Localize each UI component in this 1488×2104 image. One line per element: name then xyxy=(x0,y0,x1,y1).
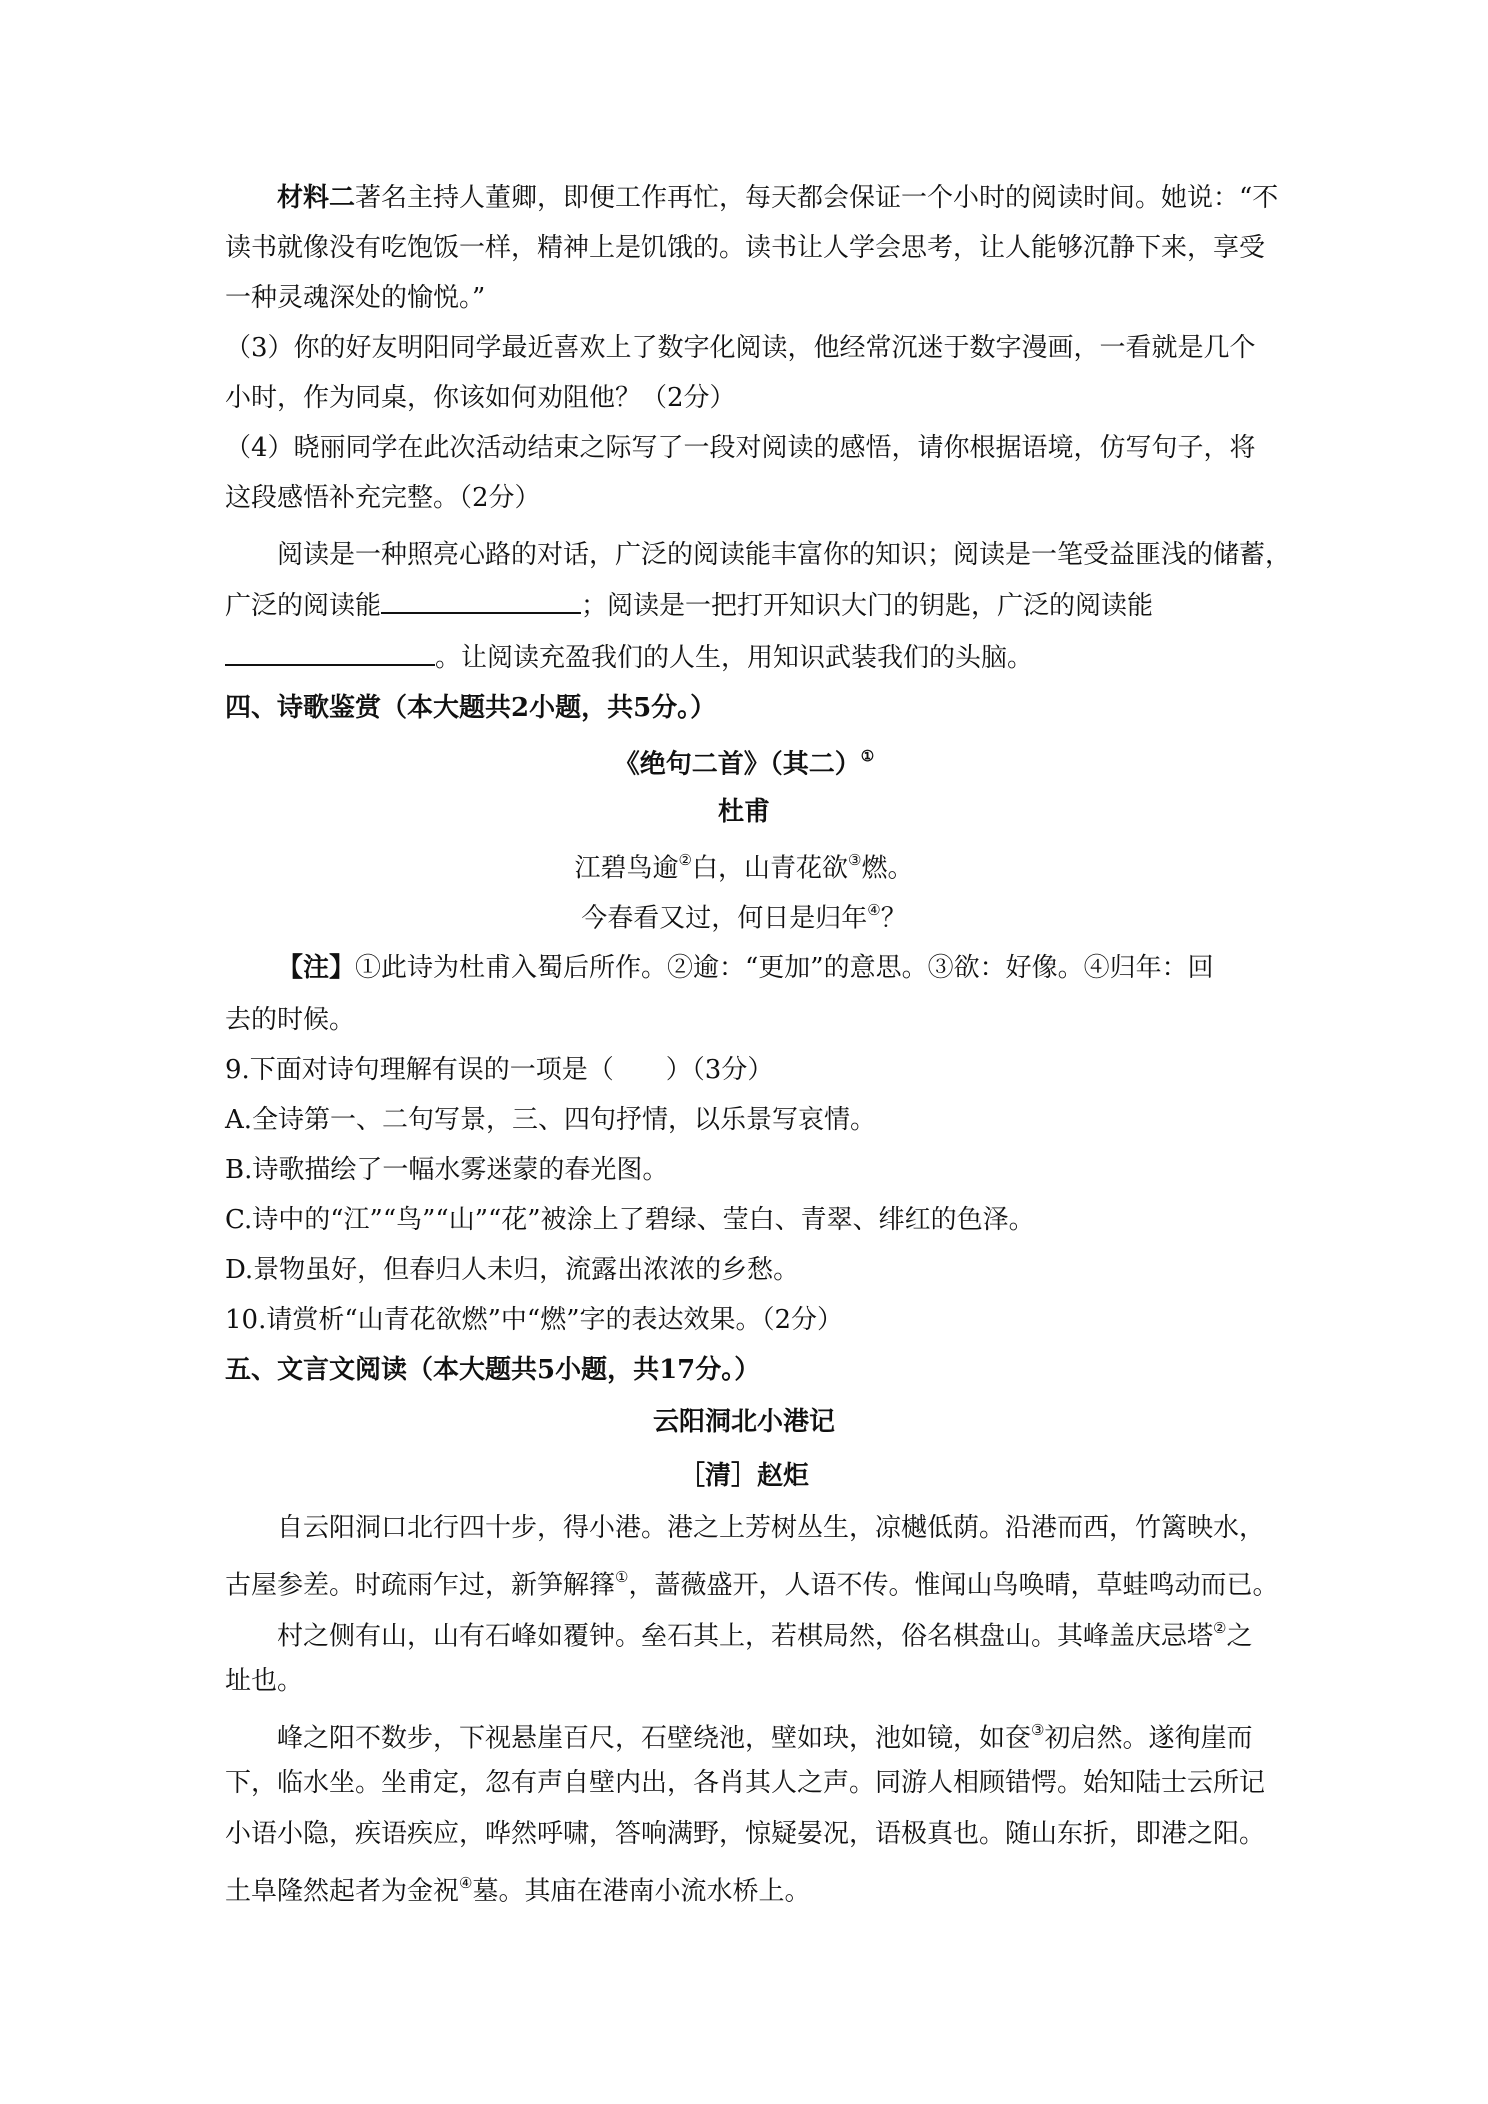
verse2-note4: ④ xyxy=(867,901,881,919)
question-9: 9.下面对诗句理解有误的一项是（ ）（3分） xyxy=(225,1055,774,1085)
p3-line1-a: 峰之阳不数步，下视悬崖百尺，石壁绕池，壁如玦，池如镜，如奁 xyxy=(277,1723,1032,1754)
p3-line4-b: 墓。其庙在港南小流水桥上。 xyxy=(472,1876,811,1907)
p1-note1: ① xyxy=(615,1568,629,1586)
answer-blank-2[interactable] xyxy=(225,640,435,666)
essay-author: ［清］赵炬 xyxy=(678,1461,809,1491)
notes-text: ①此诗为杜甫入蜀后所作。②逾：“更加”的意思。③欲：好像。④归年：回 xyxy=(355,953,1214,983)
poem-notes-line2: 去的时候。 xyxy=(225,1005,356,1035)
section5-heading: 五、文言文阅读（本大题共5小题，共17分。） xyxy=(225,1355,761,1385)
p1-line2-a: 古屋参差。时疏雨乍过，新笋解箨 xyxy=(225,1570,616,1601)
q4-line1: （4）晓丽同学在此次活动结束之际写了一段对阅读的感悟，请你根据语境，仿写句子，将 xyxy=(225,433,1256,463)
poem-verse-2 xyxy=(0,894,1488,937)
verse1-part1: 江碧鸟逾 xyxy=(574,853,679,884)
q4-para-line3 xyxy=(225,640,1033,676)
material2-text: 著名主持人董卿，即便工作再忙，每天都会保证一个小时的阅读时间。她说：“不 xyxy=(355,183,1279,213)
notes-label: 【注】 xyxy=(277,953,356,983)
essay-p2-line2: 址也。 xyxy=(225,1666,304,1696)
p2-line1-a: 村之侧有山，山有石峰如覆钟。垒石其上，若棋局然，俗名棋盘山。其峰盖庆忌塔 xyxy=(277,1621,1214,1652)
p3-note4: ④ xyxy=(459,1874,473,1892)
q4-para-text-a: 广泛的阅读能 xyxy=(225,591,382,621)
option-d: D.景物虽好，但春归人未归，流露出浓浓的乡愁。 xyxy=(225,1255,800,1285)
poem-verse-1 xyxy=(0,844,1488,887)
verse1-part2: 白，山青花欲 xyxy=(691,853,848,884)
q3-line1: （3）你的好友明阳同学最近喜欢上了数字化阅读，他经常沉迷于数字漫画，一看就是几个 xyxy=(225,333,1256,363)
material2-label: 材料二 xyxy=(277,183,356,213)
q4-para-line1: 阅读是一种照亮心路的对话，广泛的阅读能丰富你的知识；阅读是一笔受益匪浅的储蓄， xyxy=(277,540,1292,570)
essay-p3-line2: 下，临水坐。坐甫定，忽有声自壁内出，各肖其人之声。同游人相顾错愕。始知陆士云所记 xyxy=(225,1768,1266,1798)
p1-line2-b: ，蔷薇盛开，人语不传。惟闻山鸟唤晴，草蛙鸣动而已。 xyxy=(628,1570,1279,1601)
material2-line3: 一种灵魂深处的愉悦。” xyxy=(225,283,486,313)
essay-p1-line1: 自云阳洞口北行四十步，得小港。港之上芳树丛生，凉樾低荫。沿港而西，竹篱映水， xyxy=(277,1513,1266,1543)
poem-title xyxy=(0,740,1488,783)
option-a: A.全诗第一、二句写景，三、四句抒情，以乐景写哀情。 xyxy=(225,1105,877,1135)
essay-p3-line3: 小语小隐，疾语疾应，哗然呼啸，答响满野，惊疑晏况，语极真也。随山东折，即港之阳。 xyxy=(225,1819,1266,1849)
poem-title-note: ① xyxy=(860,747,875,765)
verse2-part1: 今春看又过，何日是归年 xyxy=(581,903,868,934)
option-b: B.诗歌描绘了一幅水雾迷蒙的春光图。 xyxy=(225,1155,669,1185)
essay-p3-line4 xyxy=(225,1867,810,1910)
verse1-part3: 燃。 xyxy=(861,853,914,884)
q4-line2: 这段感悟补充完整。（2分） xyxy=(225,483,541,513)
p3-note3: ③ xyxy=(1031,1721,1045,1739)
verse1-note2: ② xyxy=(678,851,692,869)
poem-notes-line1 xyxy=(277,950,1214,986)
answer-blank-1[interactable] xyxy=(381,588,581,614)
option-c: C.诗中的“江”“鸟”“山”“花”被涂上了碧绿、莹白、青翠、绯红的色泽。 xyxy=(225,1205,1035,1235)
essay-p1-line2 xyxy=(225,1561,1278,1604)
essay-title: 云阳洞北小港记 xyxy=(652,1407,835,1437)
verse2-part2: ？ xyxy=(880,903,907,934)
material2-line2: 读书就像没有吃饱饭一样，精神上是饥饿的。读书让人学会思考，让人能够沉静下来，享受 xyxy=(225,233,1266,263)
q4-para-text-b: ；阅读是一把打开知识大门的钥匙，广泛的阅读能 xyxy=(581,591,1154,621)
material2-line1 xyxy=(277,180,1278,216)
p3-line4-a: 土阜隆然起者为金祝 xyxy=(225,1876,460,1907)
section4-heading: 四、诗歌鉴赏（本大题共2小题，共5分。） xyxy=(225,693,717,723)
q4-para-text-c: 。让阅读充盈我们的人生，用知识武装我们的头脑。 xyxy=(435,643,1034,673)
q3-line2: 小时，作为同桌，你该如何劝阻他？（2分） xyxy=(225,383,736,413)
essay-p2-line1 xyxy=(277,1612,1252,1655)
question-10: 10.请赏析“山青花欲燃”中“燃”字的表达效果。（2分） xyxy=(225,1305,844,1335)
q4-para-line2 xyxy=(225,588,1153,624)
p3-line1-b: 初启然。遂徇崖而 xyxy=(1044,1723,1253,1754)
p2-line1-b: 之 xyxy=(1226,1621,1253,1652)
p2-note2: ② xyxy=(1213,1619,1227,1637)
poem-author: 杜甫 xyxy=(717,797,770,827)
essay-p3-line1 xyxy=(277,1714,1252,1757)
poem-title-text: 《绝句二首》（其二） xyxy=(613,749,861,780)
verse1-note3: ③ xyxy=(848,851,862,869)
